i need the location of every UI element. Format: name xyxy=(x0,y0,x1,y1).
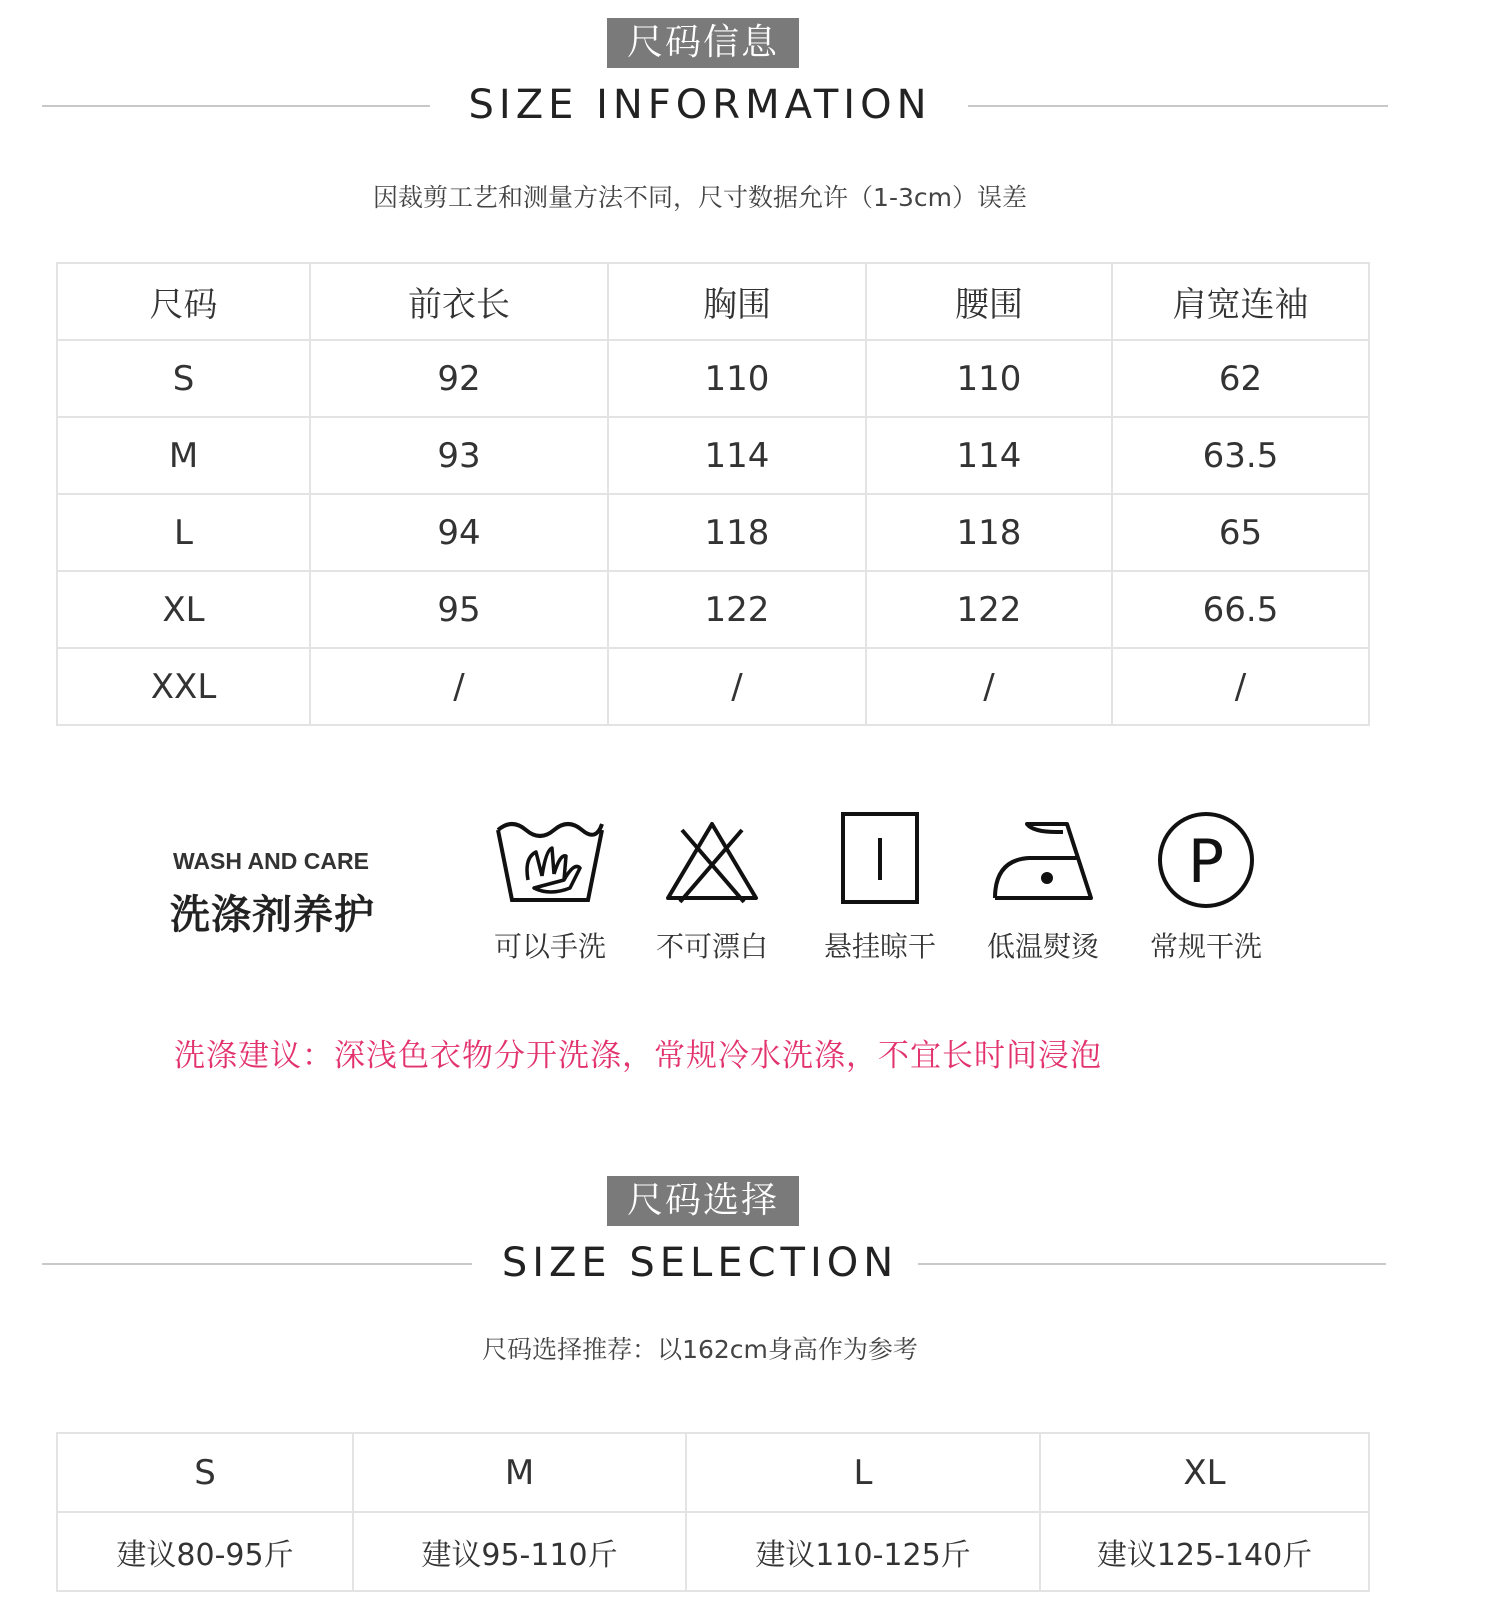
low-iron-icon xyxy=(983,810,1103,910)
table-row xyxy=(57,340,1369,417)
size-info-note: 因裁剪工艺和测量方法不同，尺寸数据允许（1-3cm）误差 xyxy=(373,183,1027,212)
header-cell: 肩宽连袖 xyxy=(1112,263,1369,340)
dry-clean-symbol: P xyxy=(1187,827,1225,897)
header-cell: 胸围 xyxy=(608,263,866,340)
table-row xyxy=(57,494,1369,571)
length-cell: / xyxy=(310,648,608,725)
chest-cell: 110 xyxy=(608,340,866,417)
waist-cell: 110 xyxy=(866,340,1112,417)
shoulder-cell: 65 xyxy=(1112,494,1369,571)
chest-cell: / xyxy=(608,648,866,725)
size-cell: XXL xyxy=(57,648,310,725)
header-cell: 前衣长 xyxy=(310,263,608,340)
chest-cell: 118 xyxy=(608,494,866,571)
length-cell: 93 xyxy=(310,417,608,494)
wash-advice: 洗涤建议：深浅色衣物分开洗涤，常规冷水洗涤，不宜长时间浸泡 xyxy=(174,1038,1102,1074)
care-item-dry-clean xyxy=(1131,810,1281,963)
size-cell: XL xyxy=(1040,1433,1369,1512)
waist-cell: 118 xyxy=(866,494,1112,571)
care-item-low-iron xyxy=(968,810,1118,963)
size-selection-note: 尺码选择推荐：以162cm身高作为参考 xyxy=(482,1335,918,1364)
table-row xyxy=(57,1512,1369,1591)
chest-cell: 122 xyxy=(608,571,866,648)
header-cell: 尺码 xyxy=(57,263,310,340)
length-cell: 95 xyxy=(310,571,608,648)
no-bleach-icon xyxy=(652,810,772,910)
care-label: 可以手洗 xyxy=(493,930,606,963)
chest-cell: 114 xyxy=(608,417,866,494)
care-label: 不可漂白 xyxy=(655,930,768,963)
care-item-no-bleach xyxy=(637,810,787,963)
waist-cell: 114 xyxy=(866,417,1112,494)
table-row xyxy=(57,648,1369,725)
care-title-en: WASH AND CARE xyxy=(173,848,369,874)
recommendation-cell: 建议95-110斤 xyxy=(353,1512,686,1591)
shoulder-cell: / xyxy=(1112,648,1369,725)
care-item-hand-wash xyxy=(475,810,625,963)
size-cell: XL xyxy=(57,571,310,648)
size-cell: L xyxy=(686,1433,1040,1512)
shoulder-cell: 62 xyxy=(1112,340,1369,417)
care-title-zh: 洗涤剂养护 xyxy=(170,892,375,938)
recommendation-cell: 建议125-140斤 xyxy=(1040,1512,1369,1591)
care-label: 悬挂晾干 xyxy=(823,930,936,963)
care-label: 低温熨烫 xyxy=(986,930,1099,963)
size-cell: L xyxy=(57,494,310,571)
table-row xyxy=(57,571,1369,648)
header-cell: 腰围 xyxy=(866,263,1112,340)
shoulder-cell: 63.5 xyxy=(1112,417,1369,494)
size-selection-header xyxy=(57,1433,1369,1512)
dry-clean-icon xyxy=(1146,810,1266,910)
size-table-header xyxy=(57,263,1369,340)
shoulder-cell: 66.5 xyxy=(1112,571,1369,648)
hang-dry-icon xyxy=(820,810,940,910)
size-selection-table xyxy=(56,1432,1370,1592)
recommendation-cell: 建议80-95斤 xyxy=(57,1512,353,1591)
size-cell: S xyxy=(57,1433,353,1512)
hand-wash-icon xyxy=(490,810,610,910)
size-info-badge: 尺码信息 xyxy=(607,18,799,68)
care-item-hang-dry xyxy=(805,810,955,963)
length-cell: 92 xyxy=(310,340,608,417)
waist-cell: / xyxy=(866,648,1112,725)
size-selection-badge: 尺码选择 xyxy=(607,1176,799,1226)
size-selection-title: SIZE SELECTION xyxy=(501,1240,899,1286)
size-cell: M xyxy=(57,417,310,494)
recommendation-cell: 建议110-125斤 xyxy=(686,1512,1040,1591)
size-cell: M xyxy=(353,1433,686,1512)
waist-cell: 122 xyxy=(866,571,1112,648)
size-cell: S xyxy=(57,340,310,417)
table-row xyxy=(57,417,1369,494)
size-table xyxy=(56,262,1370,726)
size-info-title: SIZE INFORMATION xyxy=(468,82,932,128)
length-cell: 94 xyxy=(310,494,608,571)
care-label: 常规干洗 xyxy=(1149,930,1262,963)
